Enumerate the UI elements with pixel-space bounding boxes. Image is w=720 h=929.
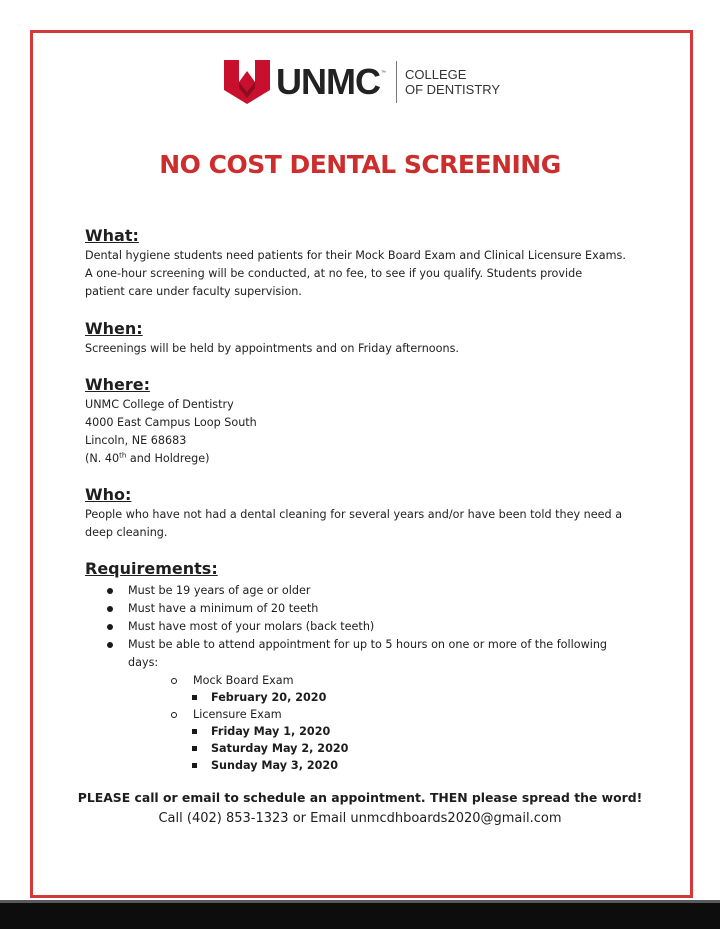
bullet-icon <box>107 624 113 630</box>
logo-college-line1: COLLEGE <box>404 67 467 82</box>
logo-wordmark: UNMC <box>276 61 380 102</box>
requirement-item: Must be able to attend appointment for up to 5 hours on one or more of the following days: <box>107 636 607 672</box>
section-heading-who: Who: <box>85 485 132 504</box>
bottom-dark-bar <box>0 900 720 929</box>
bullet-icon <box>107 606 113 612</box>
address-line: 4000 East Campus Loop South <box>85 416 257 429</box>
cross-street-prefix: (N. 40 <box>85 452 120 465</box>
circle-bullet-icon <box>171 712 177 718</box>
address-line <box>85 450 257 468</box>
section-heading-when: When: <box>85 319 143 338</box>
call-to-action: PLEASE call or email to schedule an appointment. THEN please spread the word! <box>77 790 643 805</box>
exam-date: Saturday May 2, 2020 <box>192 740 607 757</box>
logo-college-line2: OF DENTISTRY <box>404 82 501 97</box>
exam-item-licensure: Licensure Exam <box>171 706 607 723</box>
section-text-line: deep cleaning. <box>85 526 168 539</box>
exam-date: February 20, 2020 <box>192 689 607 706</box>
section-requirements <box>85 558 607 774</box>
address-line: UNMC College of Dentistry <box>85 398 234 411</box>
section-heading-requirements: Requirements: <box>85 559 218 578</box>
section-who <box>85 484 622 542</box>
requirement-item: Must be 19 years of age or older <box>107 582 607 600</box>
bullet-icon <box>107 642 113 648</box>
square-bullet-icon <box>192 746 197 751</box>
section-text-line: A one-hour screening will be conducted, at no fee, to see if you qualify. Students provide <box>85 267 583 280</box>
requirements-list <box>107 582 607 672</box>
section-what <box>85 225 626 301</box>
contact-line: Call (402) 853-1323 or Email unmcdhboards2020@gmail.com <box>158 811 562 826</box>
section-text-line: patient care under faculty supervision. <box>85 285 302 298</box>
section-where <box>85 374 257 468</box>
unmc-logo <box>222 58 500 106</box>
bullet-icon <box>107 588 113 594</box>
exam-date: Sunday May 3, 2020 <box>192 757 607 774</box>
cross-street-suffix: and Holdrege) <box>126 452 210 465</box>
section-text-line: Screenings will be held by appointments and on Friday afternoons. <box>85 342 459 355</box>
exam-date: Friday May 1, 2020 <box>192 723 607 740</box>
logo-divider <box>396 61 397 103</box>
square-bullet-icon <box>192 695 197 700</box>
circle-bullet-icon <box>171 678 177 684</box>
logo-college-name <box>405 67 500 97</box>
section-heading-where: Where: <box>85 375 151 394</box>
requirement-item: Must have most of your molars (back teeth) <box>107 618 607 636</box>
square-bullet-icon <box>192 763 197 768</box>
unmc-shield-icon <box>222 58 272 106</box>
square-bullet-icon <box>192 729 197 734</box>
address-line: Lincoln, NE 68683 <box>85 434 187 447</box>
logo-trademark: ™ <box>380 70 386 76</box>
page-title: NO COST DENTAL SCREENING <box>159 150 561 179</box>
section-text-line: People who have not had a dental cleaning for several years and/or have been told they need a <box>85 508 623 521</box>
section-when <box>85 318 459 358</box>
exam-item-mock-board: Mock Board Exam <box>171 672 607 689</box>
section-heading-what: What: <box>85 226 139 245</box>
bottom-bar-strip <box>0 900 720 903</box>
ordinal-suffix: th <box>119 451 127 460</box>
requirement-item: Must have a minimum of 20 teeth <box>107 600 607 618</box>
section-text-line: Dental hygiene students need patients for their Mock Board Exam and Clinical Licensure Exams. <box>85 249 626 262</box>
